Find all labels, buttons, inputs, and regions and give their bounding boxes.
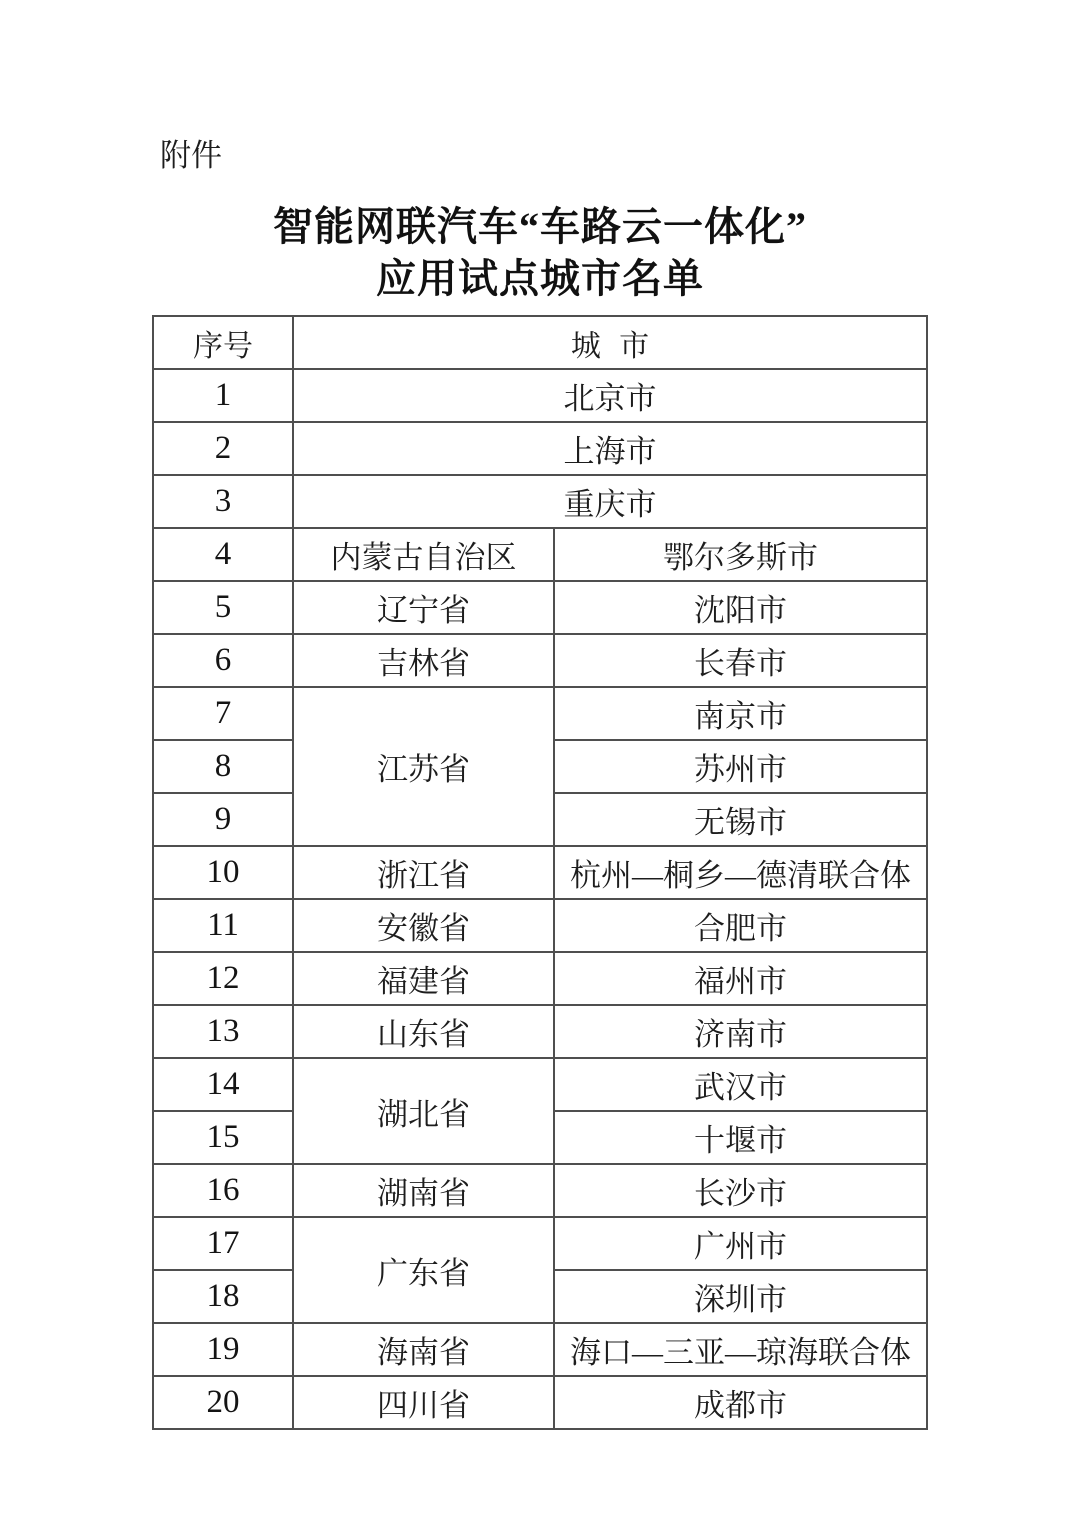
table-row <box>153 899 927 952</box>
row-no-cell: 10 <box>153 846 293 899</box>
city-cell: 广州市 <box>554 1217 927 1270</box>
city-cell: 武汉市 <box>554 1058 927 1111</box>
city-cell: 济南市 <box>554 1005 927 1058</box>
table-row <box>153 581 927 634</box>
row-no-cell: 19 <box>153 1323 293 1376</box>
row-no-cell: 4 <box>153 528 293 581</box>
province-cell: 辽宁省 <box>293 581 554 634</box>
header-no-cell: 序号 <box>153 316 293 369</box>
province-cell: 吉林省 <box>293 634 554 687</box>
row-no-cell: 17 <box>153 1217 293 1270</box>
province-cell: 江苏省 <box>293 687 554 846</box>
row-no-cell: 18 <box>153 1270 293 1323</box>
row-no-cell: 1 <box>153 369 293 422</box>
province-cell: 广东省 <box>293 1217 554 1323</box>
table-row <box>153 369 927 422</box>
table-row <box>153 528 927 581</box>
row-no-cell: 2 <box>153 422 293 475</box>
header-city-cell: 城 市 <box>293 316 927 369</box>
province-cell: 福建省 <box>293 952 554 1005</box>
city-cell: 苏州市 <box>554 740 927 793</box>
row-no-cell: 12 <box>153 952 293 1005</box>
table-row <box>153 422 927 475</box>
title-line-1: 智能网联汽车“车路云一体化” <box>273 204 807 249</box>
table-row <box>153 952 927 1005</box>
city-cell: 重庆市 <box>293 475 927 528</box>
table-header-row <box>153 316 927 369</box>
province-cell: 山东省 <box>293 1005 554 1058</box>
table-row <box>153 475 927 528</box>
city-cell: 南京市 <box>554 687 927 740</box>
city-cell: 合肥市 <box>554 899 927 952</box>
row-no-cell: 5 <box>153 581 293 634</box>
table-row <box>153 1376 927 1429</box>
province-cell: 浙江省 <box>293 846 554 899</box>
row-no-cell: 6 <box>153 634 293 687</box>
table-row <box>153 1164 927 1217</box>
province-cell: 安徽省 <box>293 899 554 952</box>
table-row <box>153 1217 927 1270</box>
row-no-cell: 14 <box>153 1058 293 1111</box>
row-no-cell: 15 <box>153 1111 293 1164</box>
table-row <box>153 1323 927 1376</box>
table-row <box>153 846 927 899</box>
city-cell: 无锡市 <box>554 793 927 846</box>
table-row <box>153 1005 927 1058</box>
row-no-cell: 7 <box>153 687 293 740</box>
city-cell: 福州市 <box>554 952 927 1005</box>
row-no-cell: 13 <box>153 1005 293 1058</box>
doc-title <box>0 201 1080 305</box>
city-cell: 鄂尔多斯市 <box>554 528 927 581</box>
city-cell: 北京市 <box>293 369 927 422</box>
row-no-cell: 16 <box>153 1164 293 1217</box>
title-line-2: 应用试点城市名单 <box>376 256 704 301</box>
city-cell: 杭州—桐乡—德清联合体 <box>554 846 927 899</box>
province-cell: 内蒙古自治区 <box>293 528 554 581</box>
table-row <box>153 634 927 687</box>
row-no-cell: 8 <box>153 740 293 793</box>
city-cell: 上海市 <box>293 422 927 475</box>
province-cell: 海南省 <box>293 1323 554 1376</box>
city-cell: 十堰市 <box>554 1111 927 1164</box>
row-no-cell: 9 <box>153 793 293 846</box>
row-no-cell: 11 <box>153 899 293 952</box>
city-cell: 沈阳市 <box>554 581 927 634</box>
attachment-label: 附件 <box>160 138 222 173</box>
city-cell: 深圳市 <box>554 1270 927 1323</box>
province-cell: 湖南省 <box>293 1164 554 1217</box>
row-no-cell: 20 <box>153 1376 293 1429</box>
row-no-cell: 3 <box>153 475 293 528</box>
province-cell: 湖北省 <box>293 1058 554 1164</box>
city-cell: 长春市 <box>554 634 927 687</box>
city-cell: 成都市 <box>554 1376 927 1429</box>
pilot-cities-table <box>152 315 928 1430</box>
table-row <box>153 1058 927 1111</box>
province-cell: 四川省 <box>293 1376 554 1429</box>
city-cell: 长沙市 <box>554 1164 927 1217</box>
city-cell: 海口—三亚—琼海联合体 <box>554 1323 927 1376</box>
table-row <box>153 687 927 740</box>
